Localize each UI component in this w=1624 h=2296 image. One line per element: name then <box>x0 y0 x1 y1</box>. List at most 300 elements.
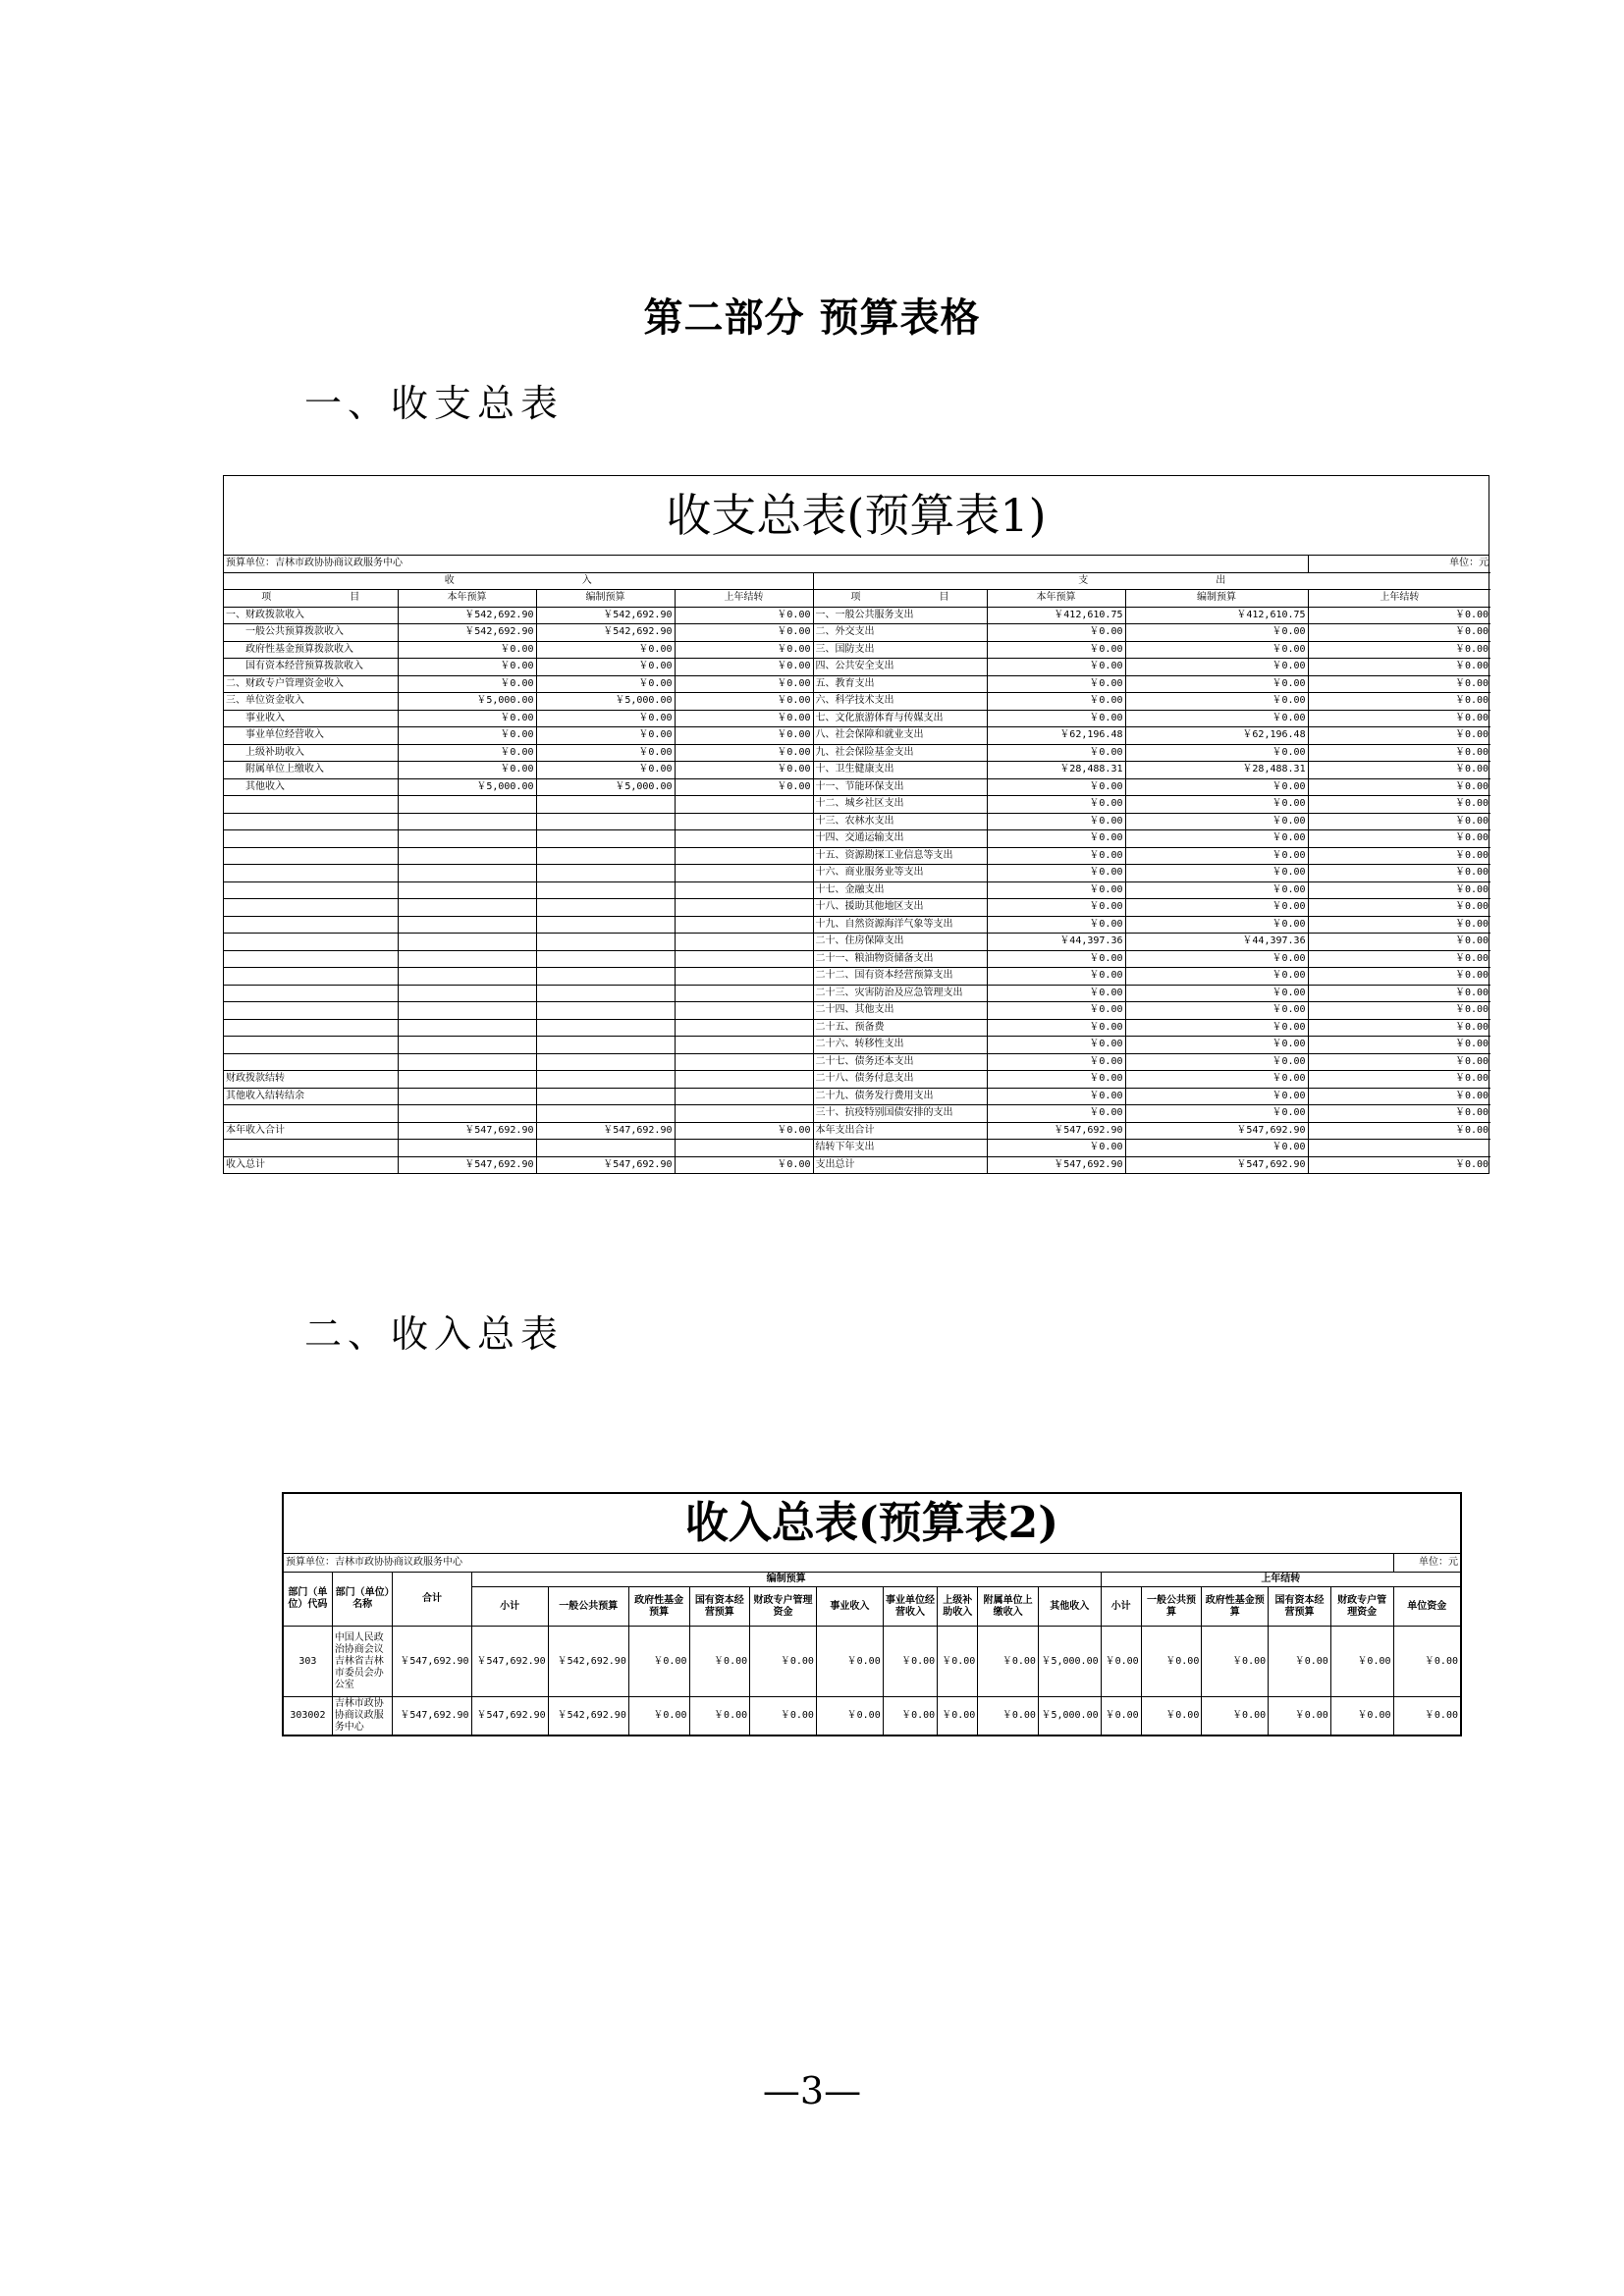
table-cell <box>536 899 675 917</box>
table-cell: ￥0.00 <box>1125 675 1308 693</box>
table-cell: ￥542,692.90 <box>536 607 675 624</box>
table-cell <box>224 899 398 917</box>
table-cell: ￥0.00 <box>1125 1105 1308 1123</box>
table-cell: ￥0.00 <box>987 968 1125 986</box>
table-cell: ￥542,692.90 <box>398 624 536 642</box>
table-row <box>224 865 1490 882</box>
table-cell <box>224 796 398 814</box>
table-cell: ￥0.00 <box>675 744 813 762</box>
table-row <box>224 1105 1490 1123</box>
table-cell: ￥0.00 <box>1308 813 1490 830</box>
table1-grid <box>224 556 1490 1173</box>
table-cell <box>224 813 398 830</box>
table-cell: 本年收入合计 <box>224 1122 398 1140</box>
table-cell: ￥0.00 <box>1125 1019 1308 1037</box>
table-cell: ￥0.00 <box>987 1105 1125 1123</box>
table-cell: 事业单位经营收入 <box>224 727 398 745</box>
column-header: 附属单位上缴收入 <box>978 1587 1039 1627</box>
table-cell <box>398 865 536 882</box>
table-cell: ￥0.00 <box>987 916 1125 934</box>
table-cell: ￥0.00 <box>1308 675 1490 693</box>
column-header: 项 目 <box>813 590 987 608</box>
table-cell: ￥0.00 <box>1125 950 1308 968</box>
table-cell <box>224 1037 398 1054</box>
table-cell: ￥0.00 <box>536 710 675 727</box>
table-cell <box>224 830 398 848</box>
table-cell <box>536 1140 675 1157</box>
column-header: 上年结转 <box>1308 590 1490 608</box>
table-row <box>224 796 1490 814</box>
table-cell <box>398 830 536 848</box>
table-cell: ￥0.00 <box>398 641 536 659</box>
table-cell <box>224 1002 398 1020</box>
table-cell: 一、财政拨款收入 <box>224 607 398 624</box>
table-cell: ￥0.00 <box>689 1627 750 1697</box>
column-header: 部门（单位）代码 <box>284 1573 332 1627</box>
table-cell: 十四、交通运输支出 <box>813 830 987 848</box>
table-cell: ￥547,692.90 <box>471 1697 548 1735</box>
column-header: 一般公共预算 <box>1141 1587 1202 1627</box>
table-cell: 二十八、债务付息支出 <box>813 1071 987 1089</box>
table-cell: ￥547,692.90 <box>987 1156 1125 1173</box>
table-cell <box>675 950 813 968</box>
table-cell <box>675 968 813 986</box>
table-cell <box>398 950 536 968</box>
table-cell: 十五、资源勘探工业信息等支出 <box>813 847 987 865</box>
table-row <box>224 744 1490 762</box>
table-cell: ￥0.00 <box>1330 1627 1393 1697</box>
table-row <box>224 659 1490 676</box>
table-cell: ￥0.00 <box>1308 1019 1490 1037</box>
column-header: 编制预算 <box>536 590 675 608</box>
table-row <box>224 762 1490 779</box>
table-cell: ￥0.00 <box>1308 1002 1490 1020</box>
table-cell <box>675 796 813 814</box>
table-cell <box>536 1053 675 1071</box>
table1-unit-name: 预算单位：吉林市政协协商议政服务中心 <box>224 556 1308 572</box>
table-cell: ￥542,692.90 <box>548 1697 628 1735</box>
table-cell: ￥0.00 <box>675 710 813 727</box>
table-cell: ￥0.00 <box>1308 1088 1490 1105</box>
table-row <box>224 641 1490 659</box>
table-cell: ￥0.00 <box>1308 899 1490 917</box>
table-cell: ￥0.00 <box>987 659 1125 676</box>
table-cell: 四、公共安全支出 <box>813 659 987 676</box>
table-cell <box>536 1105 675 1123</box>
column-header: 本年预算 <box>398 590 536 608</box>
income-summary-table <box>282 1492 1462 1736</box>
table-cell <box>536 1088 675 1105</box>
table-cell: ￥62,196.48 <box>987 727 1125 745</box>
column-header: 事业单位经营收入 <box>883 1587 937 1627</box>
section-title-income-expense: 一、收支总表 <box>304 382 565 425</box>
table-cell: ￥0.00 <box>675 659 813 676</box>
table-cell: 303002 <box>284 1697 332 1735</box>
table-cell: ￥0.00 <box>1125 659 1308 676</box>
table-cell: ￥0.00 <box>1269 1627 1331 1697</box>
table-cell: 二、外交支出 <box>813 624 987 642</box>
table-cell: ￥0.00 <box>1393 1627 1460 1697</box>
table-row <box>224 1156 1490 1173</box>
column-header: 其他收入 <box>1038 1587 1101 1627</box>
table-row <box>224 899 1490 917</box>
column-header: 政府性基金预算 <box>628 1587 689 1627</box>
table-row <box>224 693 1490 711</box>
table-cell: ￥28,488.31 <box>1125 762 1308 779</box>
table-cell: ￥0.00 <box>987 1002 1125 1020</box>
table-cell: 二十、住房保障支出 <box>813 934 987 951</box>
table-row <box>224 1053 1490 1071</box>
table-cell: ￥0.00 <box>1393 1697 1460 1735</box>
table-cell: ￥0.00 <box>987 1037 1125 1054</box>
table-cell <box>536 916 675 934</box>
table-cell <box>675 899 813 917</box>
table-cell: ￥0.00 <box>1125 881 1308 899</box>
table-cell <box>398 796 536 814</box>
table-cell: ￥5,000.00 <box>1038 1627 1101 1697</box>
column-header: 小计 <box>1101 1587 1141 1627</box>
table-cell: ￥5,000.00 <box>1038 1697 1101 1735</box>
table-cell: 上级补助收入 <box>224 744 398 762</box>
table-cell: ￥547,692.90 <box>1125 1156 1308 1173</box>
table-cell: ￥0.00 <box>1308 1105 1490 1123</box>
table-cell <box>536 950 675 968</box>
table-cell: ￥0.00 <box>987 950 1125 968</box>
table-cell: ￥0.00 <box>987 693 1125 711</box>
table-cell: ￥0.00 <box>675 675 813 693</box>
table-cell: ￥0.00 <box>536 727 675 745</box>
table-cell: 事业收入 <box>224 710 398 727</box>
table-cell: ￥0.00 <box>1308 881 1490 899</box>
table-cell: ￥0.00 <box>1125 693 1308 711</box>
table-cell: ￥0.00 <box>987 847 1125 865</box>
column-header: 政府性基金预算 <box>1202 1587 1269 1627</box>
table-cell: 收入总计 <box>224 1156 398 1173</box>
table-cell <box>536 985 675 1002</box>
table-cell: 二十一、粮油物资储备支出 <box>813 950 987 968</box>
table1-column-headers <box>224 590 1490 608</box>
table-cell: 二、财政专户管理资金收入 <box>224 675 398 693</box>
column-header: 编制预算 <box>1125 590 1308 608</box>
table-cell: ￥0.00 <box>987 796 1125 814</box>
table-cell <box>675 865 813 882</box>
table-cell <box>224 1105 398 1123</box>
column-header: 国有资本经营预算 <box>1269 1587 1331 1627</box>
table-row <box>224 1071 1490 1089</box>
table-cell: 十一、节能环保支出 <box>813 778 987 796</box>
table-cell <box>536 1071 675 1089</box>
table-row <box>224 710 1490 727</box>
table-cell: ￥412,610.75 <box>1125 607 1308 624</box>
income-expense-summary-table <box>223 475 1489 1174</box>
table-row <box>284 1627 1460 1697</box>
table-cell: ￥0.00 <box>978 1627 1039 1697</box>
table-cell <box>224 881 398 899</box>
table-row <box>224 968 1490 986</box>
table-cell: ￥0.00 <box>1330 1697 1393 1735</box>
table-cell: ￥5,000.00 <box>536 693 675 711</box>
table-cell: ￥0.00 <box>987 641 1125 659</box>
table-cell: ￥0.00 <box>1125 1140 1308 1157</box>
table-cell: ￥0.00 <box>398 659 536 676</box>
table-cell: ￥0.00 <box>1308 1071 1490 1089</box>
table-cell: ￥0.00 <box>1308 847 1490 865</box>
table2-unit-name: 预算单位：吉林市政协协商议政服务中心 <box>284 1554 1393 1573</box>
table-cell <box>675 881 813 899</box>
table-cell: ￥0.00 <box>675 762 813 779</box>
table-cell <box>675 1105 813 1123</box>
table-cell: 十二、城乡社区支出 <box>813 796 987 814</box>
table-cell <box>536 934 675 951</box>
table-row <box>224 1122 1490 1140</box>
table-cell <box>536 796 675 814</box>
table-row <box>224 1088 1490 1105</box>
table-cell: 吉林市政协协商议政服务中心 <box>332 1697 393 1735</box>
table-cell <box>224 968 398 986</box>
table-cell: ￥547,692.90 <box>393 1627 471 1697</box>
table-cell <box>675 847 813 865</box>
table-cell: ￥0.00 <box>987 865 1125 882</box>
table-cell: ￥0.00 <box>1308 693 1490 711</box>
table-cell <box>1308 1140 1490 1157</box>
table-cell <box>398 1071 536 1089</box>
page-number: —3— <box>762 2069 862 2112</box>
table-cell: ￥0.00 <box>883 1627 937 1697</box>
table-cell: 政府性基金预算拨款收入 <box>224 641 398 659</box>
table-cell <box>224 865 398 882</box>
table-cell: ￥0.00 <box>750 1697 817 1735</box>
table-cell: 十七、金融支出 <box>813 881 987 899</box>
table-cell <box>224 1140 398 1157</box>
table-cell: ￥0.00 <box>1308 1156 1490 1173</box>
table-cell: ￥0.00 <box>1308 710 1490 727</box>
column-header: 事业收入 <box>816 1587 883 1627</box>
table-row <box>224 1140 1490 1157</box>
table-cell: ￥0.00 <box>628 1627 689 1697</box>
table-cell: ￥0.00 <box>1101 1697 1141 1735</box>
table-cell: ￥0.00 <box>675 641 813 659</box>
table-row <box>224 607 1490 624</box>
table-cell: ￥0.00 <box>1308 830 1490 848</box>
table-row <box>224 624 1490 642</box>
table-cell <box>536 968 675 986</box>
table-cell: 本年支出合计 <box>813 1122 987 1140</box>
table-cell: 支出总计 <box>813 1156 987 1173</box>
table-cell: 五、教育支出 <box>813 675 987 693</box>
table-row <box>284 1697 1460 1735</box>
table-cell <box>675 1037 813 1054</box>
table-cell: 303 <box>284 1627 332 1697</box>
table-cell: ￥0.00 <box>1125 847 1308 865</box>
table-row <box>224 985 1490 1002</box>
table-cell: ￥0.00 <box>1101 1627 1141 1697</box>
table-cell: ￥0.00 <box>1141 1627 1202 1697</box>
table-cell <box>398 1140 536 1157</box>
table-cell: ￥0.00 <box>987 830 1125 848</box>
column-header: 单位资金 <box>1393 1587 1460 1627</box>
section-title-income: 二、收入总表 <box>304 1312 565 1356</box>
table-cell: ￥0.00 <box>675 607 813 624</box>
table-cell: ￥547,692.90 <box>536 1122 675 1140</box>
table-row <box>224 847 1490 865</box>
table2-title: 收入总表(预算表2) <box>284 1494 1460 1554</box>
table-cell: ￥5,000.00 <box>536 778 675 796</box>
table-cell: 其他收入结转结余 <box>224 1088 398 1105</box>
table-cell: ￥0.00 <box>1125 865 1308 882</box>
table-cell: ￥0.00 <box>1125 1071 1308 1089</box>
table-cell: ￥0.00 <box>1125 1037 1308 1054</box>
table-cell <box>398 847 536 865</box>
table-cell: ￥0.00 <box>675 727 813 745</box>
column-header: 财政专户管理资金 <box>750 1587 817 1627</box>
table-cell: ￥0.00 <box>987 899 1125 917</box>
table-cell <box>675 985 813 1002</box>
table-cell: ￥0.00 <box>987 710 1125 727</box>
table-cell: ￥0.00 <box>675 693 813 711</box>
table-cell <box>675 813 813 830</box>
column-header: 小计 <box>471 1587 548 1627</box>
table-cell: ￥0.00 <box>987 624 1125 642</box>
table-cell <box>398 1002 536 1020</box>
table-cell: 二十七、债务还本支出 <box>813 1053 987 1071</box>
table-cell: 九、社会保险基金支出 <box>813 744 987 762</box>
table-cell: 三十、抗疫特别国债安排的支出 <box>813 1105 987 1123</box>
table-row <box>224 813 1490 830</box>
table-row <box>224 1037 1490 1054</box>
expense-group-header: 支 出 <box>813 572 1490 590</box>
table-cell: ￥547,692.90 <box>398 1122 536 1140</box>
table-cell: ￥0.00 <box>536 659 675 676</box>
table-cell: ￥0.00 <box>628 1697 689 1735</box>
table-cell: ￥547,692.90 <box>987 1122 1125 1140</box>
table-cell: ￥5,000.00 <box>398 693 536 711</box>
table-cell: ￥547,692.90 <box>1125 1122 1308 1140</box>
table-cell: ￥0.00 <box>883 1697 937 1735</box>
table-cell <box>398 1037 536 1054</box>
table-cell <box>398 1053 536 1071</box>
table-row <box>224 1002 1490 1020</box>
table-row <box>224 778 1490 796</box>
table-cell: 其他收入 <box>224 778 398 796</box>
table-cell: ￥0.00 <box>1308 762 1490 779</box>
table-cell: 一、一般公共服务支出 <box>813 607 987 624</box>
table-cell: ￥0.00 <box>398 727 536 745</box>
table-cell: ￥0.00 <box>1308 607 1490 624</box>
table-cell: 二十四、其他支出 <box>813 1002 987 1020</box>
table-cell <box>675 1019 813 1037</box>
table-cell: 结转下年支出 <box>813 1140 987 1157</box>
table-cell: 十九、自然资源海洋气象等支出 <box>813 916 987 934</box>
table-cell: ￥0.00 <box>1308 934 1490 951</box>
table-cell: ￥0.00 <box>1308 1122 1490 1140</box>
table1-title: 收支总表(预算表1) <box>224 476 1489 556</box>
table-cell <box>675 916 813 934</box>
table-cell: ￥0.00 <box>536 641 675 659</box>
table-cell: ￥0.00 <box>1125 1002 1308 1020</box>
table-cell: ￥547,692.90 <box>398 1156 536 1173</box>
table-cell <box>675 1088 813 1105</box>
table-cell <box>536 1037 675 1054</box>
table-cell <box>398 916 536 934</box>
table-cell: 财政拨款结转 <box>224 1071 398 1089</box>
table-cell: ￥547,692.90 <box>393 1697 471 1735</box>
table-cell: ￥0.00 <box>1308 865 1490 882</box>
table-cell <box>224 1053 398 1071</box>
table-cell <box>675 1002 813 1020</box>
table-cell: 三、单位资金收入 <box>224 693 398 711</box>
table-cell <box>224 1019 398 1037</box>
table-cell: ￥0.00 <box>1125 968 1308 986</box>
table-cell: 国有资本经营预算拨款收入 <box>224 659 398 676</box>
column-header: 项 目 <box>224 590 398 608</box>
table-cell: 八、社会保障和就业支出 <box>813 727 987 745</box>
table-row <box>224 727 1490 745</box>
table-row <box>224 934 1490 951</box>
table-cell: ￥0.00 <box>1308 916 1490 934</box>
table-cell <box>536 1002 675 1020</box>
table-cell: 七、文化旅游体育与传媒支出 <box>813 710 987 727</box>
table-cell: ￥0.00 <box>1202 1697 1269 1735</box>
table-cell: ￥0.00 <box>938 1627 978 1697</box>
table-cell: ￥0.00 <box>978 1697 1039 1735</box>
table-cell: ￥28,488.31 <box>987 762 1125 779</box>
table-cell: ￥0.00 <box>816 1627 883 1697</box>
table-cell: ￥0.00 <box>1308 744 1490 762</box>
table-cell: ￥0.00 <box>675 1122 813 1140</box>
column-header: 部门（单位）名称 <box>332 1573 393 1627</box>
table-cell: 二十六、转移性支出 <box>813 1037 987 1054</box>
table-cell: ￥0.00 <box>1308 968 1490 986</box>
table-cell: ￥0.00 <box>536 744 675 762</box>
table-cell: ￥0.00 <box>987 1053 1125 1071</box>
table-cell: ￥0.00 <box>675 1156 813 1173</box>
table-cell <box>224 934 398 951</box>
table-cell: ￥0.00 <box>1308 624 1490 642</box>
table-cell: ￥0.00 <box>675 778 813 796</box>
table-row <box>224 675 1490 693</box>
table-cell: 六、科学技术支出 <box>813 693 987 711</box>
table-cell: ￥0.00 <box>1125 641 1308 659</box>
table-cell: ￥0.00 <box>536 675 675 693</box>
table-cell: ￥0.00 <box>1308 727 1490 745</box>
table-cell: ￥0.00 <box>1125 710 1308 727</box>
table-cell: ￥0.00 <box>987 1140 1125 1157</box>
table-cell: ￥542,692.90 <box>398 607 536 624</box>
table-cell <box>224 847 398 865</box>
table-row <box>224 881 1490 899</box>
table1-unit: 单位：元 <box>1308 556 1490 572</box>
table-cell: ￥0.00 <box>1125 796 1308 814</box>
table-cell <box>536 1019 675 1037</box>
table-cell: ￥0.00 <box>938 1697 978 1735</box>
table-cell <box>675 830 813 848</box>
table-cell: ￥0.00 <box>1125 830 1308 848</box>
income-group-header: 收 入 <box>224 572 813 590</box>
table-cell <box>224 916 398 934</box>
table-cell: ￥0.00 <box>689 1697 750 1735</box>
table-row <box>224 950 1490 968</box>
table-cell: 十、卫生健康支出 <box>813 762 987 779</box>
table-cell <box>398 881 536 899</box>
table-cell: 二十二、国有资本经营预算支出 <box>813 968 987 986</box>
column-header: 上年结转 <box>675 590 813 608</box>
column-header: 上级补助收入 <box>938 1587 978 1627</box>
table-cell: ￥0.00 <box>1202 1627 1269 1697</box>
compiled-budget-group-header: 编制预算 <box>471 1573 1101 1587</box>
table-cell: ￥0.00 <box>1308 950 1490 968</box>
table-cell: ￥0.00 <box>398 762 536 779</box>
column-header: 一般公共预算 <box>548 1587 628 1627</box>
